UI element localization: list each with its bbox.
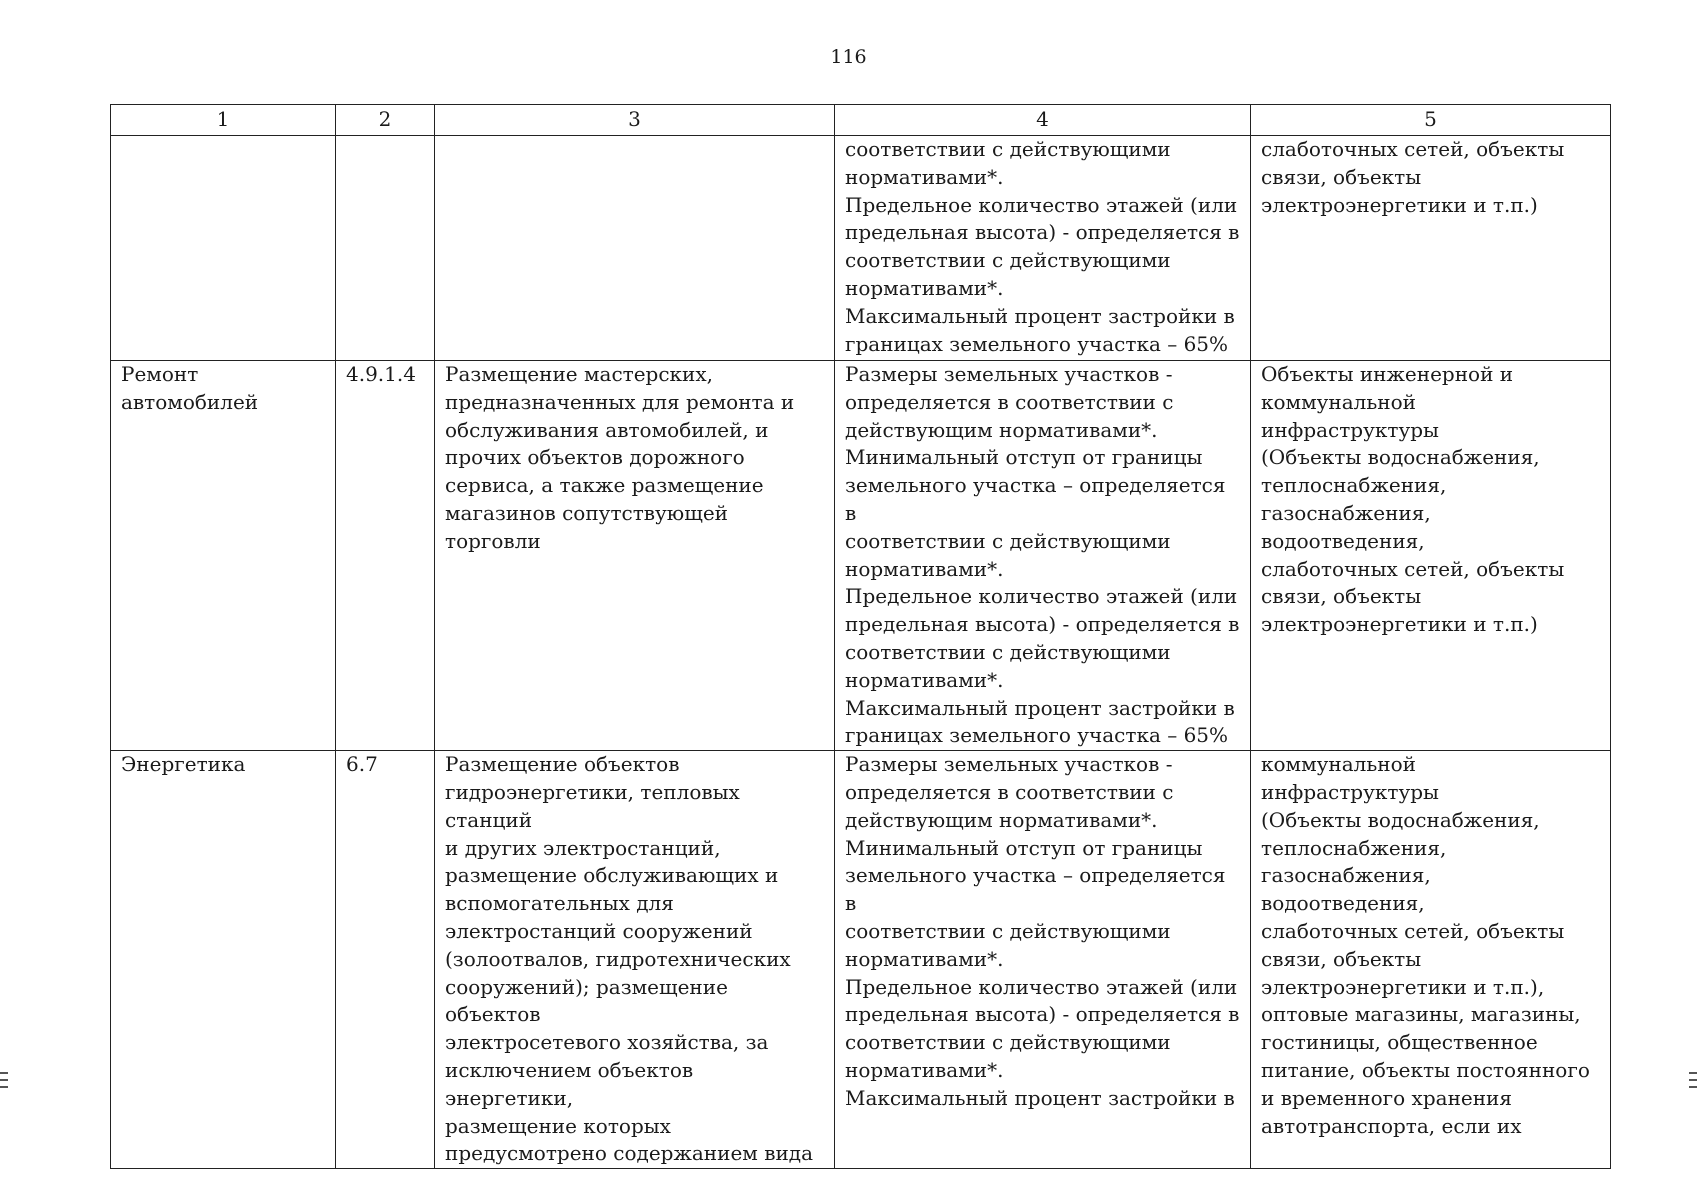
- left-scan-marks: [0, 1072, 8, 1093]
- column-header-5: 5: [1251, 105, 1611, 136]
- cell-parameters: соответствии с действующими нормативами*. Предельное количество этажей (или предельная высота) - определяется в соответствии с действующими нормативами*. Максимальный процент застройки в границах земельного участка – 65%: [835, 136, 1251, 361]
- column-header-3: 3: [435, 105, 835, 136]
- cell-use-description: [435, 136, 835, 361]
- page-number: 116: [830, 46, 867, 68]
- cell-parameters: Размеры земельных участков - определяется в соответствии с действующим нормативами*. Минимальный отступ от границы земельного участка – определяется в соответствии с действующими нормативами*. Предельное количество этажей (или предельная высота) - определяется в соответствии с действующими нормативами*. Максимальный процент застройки в: [835, 751, 1251, 1169]
- cell-parameters: Размеры земельных участков - определяется в соответствии с действующим нормативами*. Минимальный отступ от границы земельного участка – определяется в соответствии с действующими нормативами*. Предельное количество этажей (или предельная высота) - определяется в соответствии с действующими нормативами*. Максимальный процент застройки в границах земельного участка – 65%: [835, 361, 1251, 751]
- table-header-row: [111, 105, 1611, 136]
- cell-use-code: 6.7: [336, 751, 435, 1169]
- cell-use-description: Размещение объектов гидроэнергетики, тепловых станций и других электростанций, размещение обслуживающих и вспомогательных для электростанций сооружений (золоотвалов, гидротехнических сооружений); размещение объектов электросетевого хозяйства, за исключением объектов энергетики, размещение которых предусмотрено содержанием вида: [435, 751, 835, 1169]
- cell-use-description: Размещение мастерских, предназначенных для ремонта и обслуживания автомобилей, и прочих объектов дорожного сервиса, а также размещение магазинов сопутствующей торговли: [435, 361, 835, 751]
- table-row: [111, 361, 1611, 751]
- right-scan-marks: [1689, 1072, 1697, 1093]
- cell-use-code: 4.9.1.4: [336, 361, 435, 751]
- cell-use-name: [111, 136, 336, 361]
- cell-use-name: Ремонт автомобилей: [111, 361, 336, 751]
- cell-use-code: [336, 136, 435, 361]
- cell-auxiliary-uses: слаботочных сетей, объекты связи, объекты электроэнергетики и т.п.): [1251, 136, 1611, 361]
- column-header-1: 1: [111, 105, 336, 136]
- table-row: [111, 751, 1611, 1169]
- cell-auxiliary-uses: Объекты инженерной и коммунальной инфраструктуры (Объекты водоснабжения, теплоснабжения, газоснабжения, водоотведения, слаботочных сетей, объекты связи, объекты электроэнергетики и т.п.): [1251, 361, 1611, 751]
- regulations-table: [110, 104, 1611, 1169]
- column-header-4: 4: [835, 105, 1251, 136]
- table-row: [111, 136, 1611, 361]
- cell-use-name: Энергетика: [111, 751, 336, 1169]
- cell-auxiliary-uses: коммунальной инфраструктуры (Объекты водоснабжения, теплоснабжения, газоснабжения, водоотведения, слаботочных сетей, объекты связи, объекты электроэнергетики и т.п.), оптовые магазины, магазины, гостиницы, общественное питание, объекты постоянного и временного хранения автотранспорта, если их: [1251, 751, 1611, 1169]
- column-header-2: 2: [336, 105, 435, 136]
